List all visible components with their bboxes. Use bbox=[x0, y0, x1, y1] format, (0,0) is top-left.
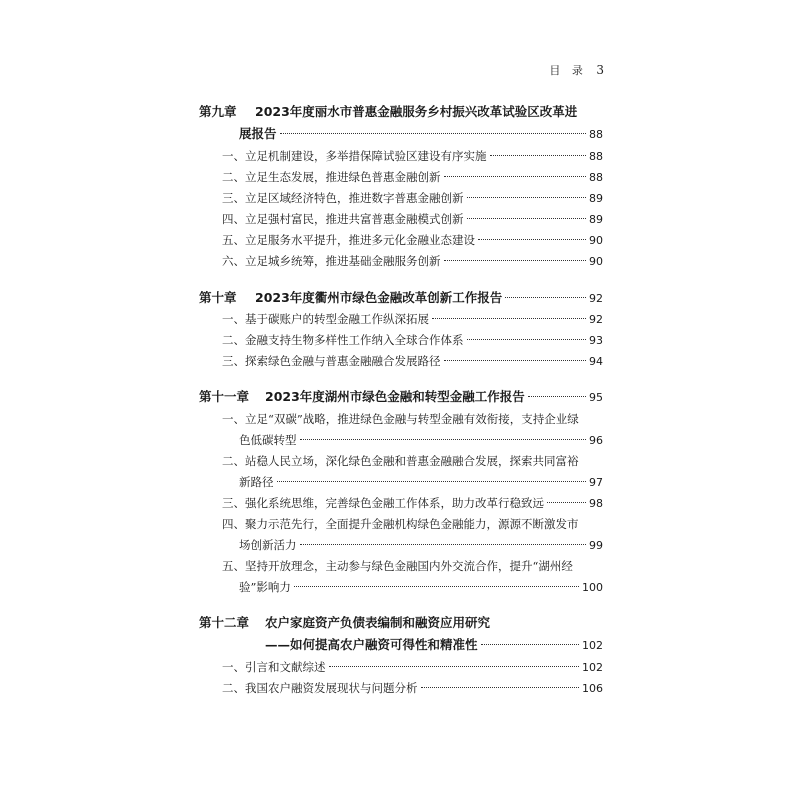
page-number: 88 bbox=[589, 150, 603, 163]
page-number: 88 bbox=[589, 171, 603, 184]
entry-text-line1: 一、立足“双碳”战略，推进绿色金融与转型金融有效衔接，支持企业绿 bbox=[222, 412, 579, 426]
page-number: 90 bbox=[589, 234, 603, 247]
leader-dots bbox=[528, 395, 586, 397]
leader-dots bbox=[300, 438, 587, 440]
entry-text: 二、立足生态发展，推进绿色普惠金融创新 bbox=[222, 170, 441, 184]
leader-dots bbox=[490, 154, 587, 156]
leader-dots bbox=[547, 501, 586, 503]
toc-entry[interactable] bbox=[199, 558, 603, 574]
chapter-subtitle: ——如何提高农户融资可得性和精准性 bbox=[265, 637, 478, 652]
chapter-title-line2: 展报告 bbox=[239, 126, 277, 141]
page-number: 95 bbox=[589, 391, 603, 404]
entry-text-line1: 二、站稳人民立场，深化绿色金融和普惠金融融合发展，探索共同富裕 bbox=[222, 454, 579, 468]
page-number: 92 bbox=[589, 313, 603, 326]
leader-dots bbox=[294, 585, 579, 587]
entry-text: 四、立足强村富民，推进共富普惠金融模式创新 bbox=[222, 212, 464, 226]
toc-entry[interactable] bbox=[199, 190, 603, 207]
chapter-9-title-cont[interactable] bbox=[199, 126, 603, 143]
leader-dots bbox=[280, 132, 586, 134]
toc-entry[interactable] bbox=[199, 311, 603, 328]
toc-entry[interactable] bbox=[199, 211, 603, 228]
page-number: 88 bbox=[589, 128, 603, 141]
chapter-title-line1: 2023年度丽水市普惠金融服务乡村振兴改革试验区改革进 bbox=[255, 104, 578, 119]
entry-text: 一、基于碳账户的转型金融工作纵深拓展 bbox=[222, 312, 429, 326]
leader-dots bbox=[467, 196, 587, 198]
toc-entry[interactable] bbox=[199, 516, 603, 532]
chapter-12-title[interactable] bbox=[199, 615, 603, 631]
page-number: 89 bbox=[589, 192, 603, 205]
toc-entry[interactable] bbox=[199, 680, 603, 697]
running-header bbox=[549, 62, 604, 78]
entry-text: 五、立足服务水平提升，推进多元化金融业态建设 bbox=[222, 233, 475, 247]
page-number: 89 bbox=[589, 213, 603, 226]
leader-dots bbox=[300, 543, 587, 545]
leader-dots bbox=[432, 317, 586, 319]
toc-entry-cont[interactable] bbox=[199, 474, 603, 491]
toc-entry-cont[interactable] bbox=[199, 579, 603, 596]
entry-text: 六、立足城乡统筹，推进基础金融服务创新 bbox=[222, 254, 441, 268]
page-number: 99 bbox=[589, 539, 603, 552]
leader-dots bbox=[329, 665, 580, 667]
leader-dots bbox=[444, 359, 587, 361]
entry-text: 一、立足机制建设，多举措保障试验区建设有序实施 bbox=[222, 149, 487, 163]
chapter-title-line1: 农户家庭资产负债表编制和融资应用研究 bbox=[265, 615, 491, 630]
leader-dots bbox=[277, 480, 587, 482]
toc-entry[interactable] bbox=[199, 253, 603, 270]
leader-dots bbox=[478, 238, 586, 240]
page-number: 100 bbox=[582, 581, 603, 594]
page-number: 102 bbox=[582, 639, 603, 652]
leader-dots bbox=[467, 217, 587, 219]
chapter-title-line1: 2023年度湖州市绿色金融和转型金融工作报告 bbox=[265, 389, 525, 404]
toc-entry[interactable] bbox=[199, 353, 603, 370]
toc-entry[interactable] bbox=[199, 169, 603, 186]
leader-dots bbox=[467, 338, 587, 340]
entry-text: 三、立足区域经济特色，推进数字普惠金融创新 bbox=[222, 191, 464, 205]
chapter-label: 第十一章 bbox=[199, 389, 250, 404]
leader-dots bbox=[444, 259, 587, 261]
entry-text: 一、引言和文献综述 bbox=[222, 660, 326, 674]
entry-text-line2: 验”影响力 bbox=[239, 580, 291, 594]
page-number: 94 bbox=[589, 355, 603, 368]
page-number: 96 bbox=[589, 434, 603, 447]
page-number: 102 bbox=[582, 661, 603, 674]
chapter-label: 第十章 bbox=[199, 290, 237, 305]
entry-text: 二、金融支持生物多样性工作纳入全球合作体系 bbox=[222, 333, 464, 347]
page-number: 106 bbox=[582, 682, 603, 695]
chapter-9-title[interactable] bbox=[199, 104, 603, 120]
page-number: 92 bbox=[589, 292, 603, 305]
toc-entry[interactable] bbox=[199, 495, 603, 512]
chapter-11-title[interactable] bbox=[199, 389, 603, 406]
toc-entry[interactable] bbox=[199, 659, 603, 676]
chapter-label: 第九章 bbox=[199, 104, 237, 119]
leader-dots bbox=[481, 643, 579, 645]
toc-entry[interactable] bbox=[199, 232, 603, 249]
chapter-title-line1: 2023年度衢州市绿色金融改革创新工作报告 bbox=[255, 290, 503, 305]
toc-entry[interactable] bbox=[199, 453, 603, 469]
entry-text-line2: 新路径 bbox=[239, 475, 274, 489]
entry-text-line1: 四、聚力示范先行，全面提升金融机构绿色金融能力，源源不断激发市 bbox=[222, 517, 579, 531]
toc-entry[interactable] bbox=[199, 148, 603, 165]
header-label: 目 录 bbox=[549, 64, 587, 77]
toc-entry-cont[interactable] bbox=[199, 537, 603, 554]
leader-dots bbox=[444, 175, 587, 177]
entry-text: 二、我国农户融资发展现状与问题分析 bbox=[222, 681, 418, 695]
entry-text: 三、强化系统思维，完善绿色金融工作体系，助力改革行稳致远 bbox=[222, 496, 544, 510]
page-number: 98 bbox=[589, 497, 603, 510]
toc-entry[interactable] bbox=[199, 332, 603, 349]
entry-text: 三、探索绿色金融与普惠金融融合发展路径 bbox=[222, 354, 441, 368]
entry-text-line1: 五、坚持开放理念，主动参与绿色金融国内外交流合作，提升“湖州经 bbox=[222, 559, 573, 573]
chapter-label: 第十二章 bbox=[199, 615, 250, 630]
toc-entry[interactable] bbox=[199, 411, 603, 427]
entry-text-line2: 色低碳转型 bbox=[239, 433, 297, 447]
chapter-10-title[interactable] bbox=[199, 290, 603, 307]
leader-dots bbox=[505, 296, 586, 298]
entry-text-line2: 场创新活力 bbox=[239, 538, 297, 552]
leader-dots bbox=[421, 686, 580, 688]
toc-entry-cont[interactable] bbox=[199, 432, 603, 449]
page-number: 93 bbox=[589, 334, 603, 347]
page-number: 90 bbox=[589, 255, 603, 268]
page-number: 97 bbox=[589, 476, 603, 489]
header-page-number: 3 bbox=[596, 63, 604, 77]
chapter-12-subtitle[interactable] bbox=[199, 637, 603, 654]
